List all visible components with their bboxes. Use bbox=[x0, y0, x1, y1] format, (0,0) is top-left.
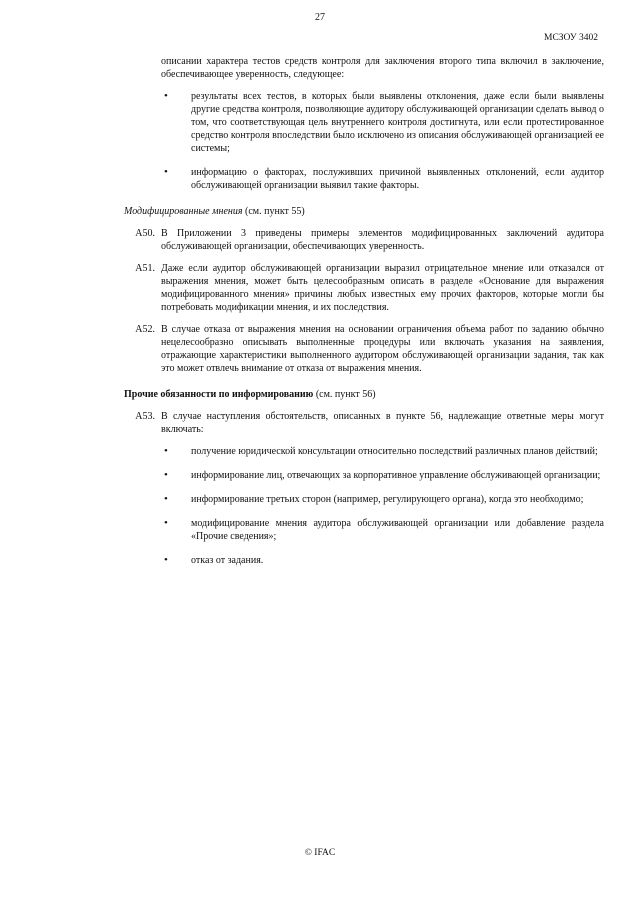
paragraph-text: В Приложении 3 приведены примеры элементов модифицированных заключений аудитора обслуживающей организации, обеспечивающих уверенность. bbox=[161, 228, 604, 252]
bullet-icon: • bbox=[164, 166, 168, 178]
response-bullet-list bbox=[124, 445, 604, 567]
section-heading-title: Модифицированные мнения bbox=[124, 206, 243, 217]
bullet-icon: • bbox=[164, 517, 168, 529]
list-item-text: информирование лиц, отвечающих за корпоративное управление обслуживающей организации; bbox=[191, 470, 601, 481]
section-heading-other-reporting bbox=[124, 388, 604, 401]
intro-bullet-list bbox=[124, 90, 604, 192]
paragraph-number: A52. bbox=[135, 324, 155, 335]
paragraph-text: В случае наступления обстоятельств, описанных в пункте 56, надлежащие ответные меры могут включать: bbox=[161, 411, 604, 435]
list-item-text: информирование третьих сторон (например, регулирующего органа), когда это необходимо; bbox=[191, 494, 584, 505]
paragraph-number: A53. bbox=[135, 411, 155, 422]
bullet-icon: • bbox=[164, 469, 168, 481]
section-heading-reference: (см. пункт 55) bbox=[242, 206, 305, 217]
list-item bbox=[161, 517, 604, 543]
list-item bbox=[161, 469, 604, 482]
list-item-text: модифицирование мнения аудитора обслуживающей организации или добавление раздела «Прочие сведения»; bbox=[191, 518, 604, 542]
list-item bbox=[161, 445, 604, 458]
list-item bbox=[161, 493, 604, 506]
bullet-icon: • bbox=[164, 90, 168, 102]
bullet-icon: • bbox=[164, 554, 168, 566]
list-item bbox=[161, 166, 604, 192]
paragraph-text: Даже если аудитор обслуживающей организации выразил отрицательное мнение или отказался от выражения мнения, может быть целесообразным описать в разделе «Основание для выражения модифицированного мнения» причины любых известных ему прочих факторов, которые могли бы потребовать модификации мнения, и их последствия. bbox=[161, 263, 604, 313]
list-item-text: отказ от задания. bbox=[191, 555, 264, 566]
intro-paragraph: описании характера тестов средств контроля для заключения второго типа включил в заключение, обеспечивающее уверенность, следующее: bbox=[161, 56, 604, 80]
paragraph-a52 bbox=[124, 323, 604, 375]
paragraph-text: В случае отказа от выражения мнения на основании ограничения объема работ по заданию обычно нецелесообразно описывать выполненные процедуры или включать указания на заявления, отражающие характеристики выполненного аудитором обслуживающей организации задания, так как это может отвлечь внимание от отказа от выражения мнения. bbox=[161, 324, 604, 374]
paragraph-number: A51. bbox=[135, 263, 155, 274]
section-heading-title: Прочие обязанности по информированию bbox=[124, 389, 314, 400]
bullet-icon: • bbox=[164, 493, 168, 505]
paragraph-a51 bbox=[124, 262, 604, 314]
paragraph-a50 bbox=[124, 227, 604, 253]
list-item-text: получение юридической консультации относительно последствий различных планов действий; bbox=[191, 446, 598, 457]
list-item-text: результаты всех тестов, в которых были выявлены отклонения, даже если были выявлены другие средства контроля, позволяющие аудитору обслуживающей организации сделать вывод о том, что соответствующая цель внутреннего контроля достигнута, или если протестированное средство контроля впоследствии было исключено из описания обслуживающей организацией ее системы; bbox=[191, 91, 604, 154]
document-code: МСЗОУ 3402 bbox=[544, 33, 598, 43]
list-item-text: информацию о факторах, послуживших причиной выявленных отклонений, если аудитор обслуживающей организации выявил такие факторы. bbox=[191, 167, 604, 191]
paragraph-a53 bbox=[124, 410, 604, 436]
section-heading-modified-opinions bbox=[124, 205, 604, 218]
bullet-icon: • bbox=[164, 445, 168, 457]
copyright-footer: © IFAC bbox=[304, 848, 336, 858]
paragraph-number: A50. bbox=[135, 228, 155, 239]
list-item bbox=[161, 554, 604, 567]
document-body bbox=[124, 55, 604, 567]
section-heading-reference: (см. пункт 56) bbox=[313, 389, 376, 400]
list-item bbox=[161, 90, 604, 155]
page-number: 27 bbox=[315, 12, 325, 23]
